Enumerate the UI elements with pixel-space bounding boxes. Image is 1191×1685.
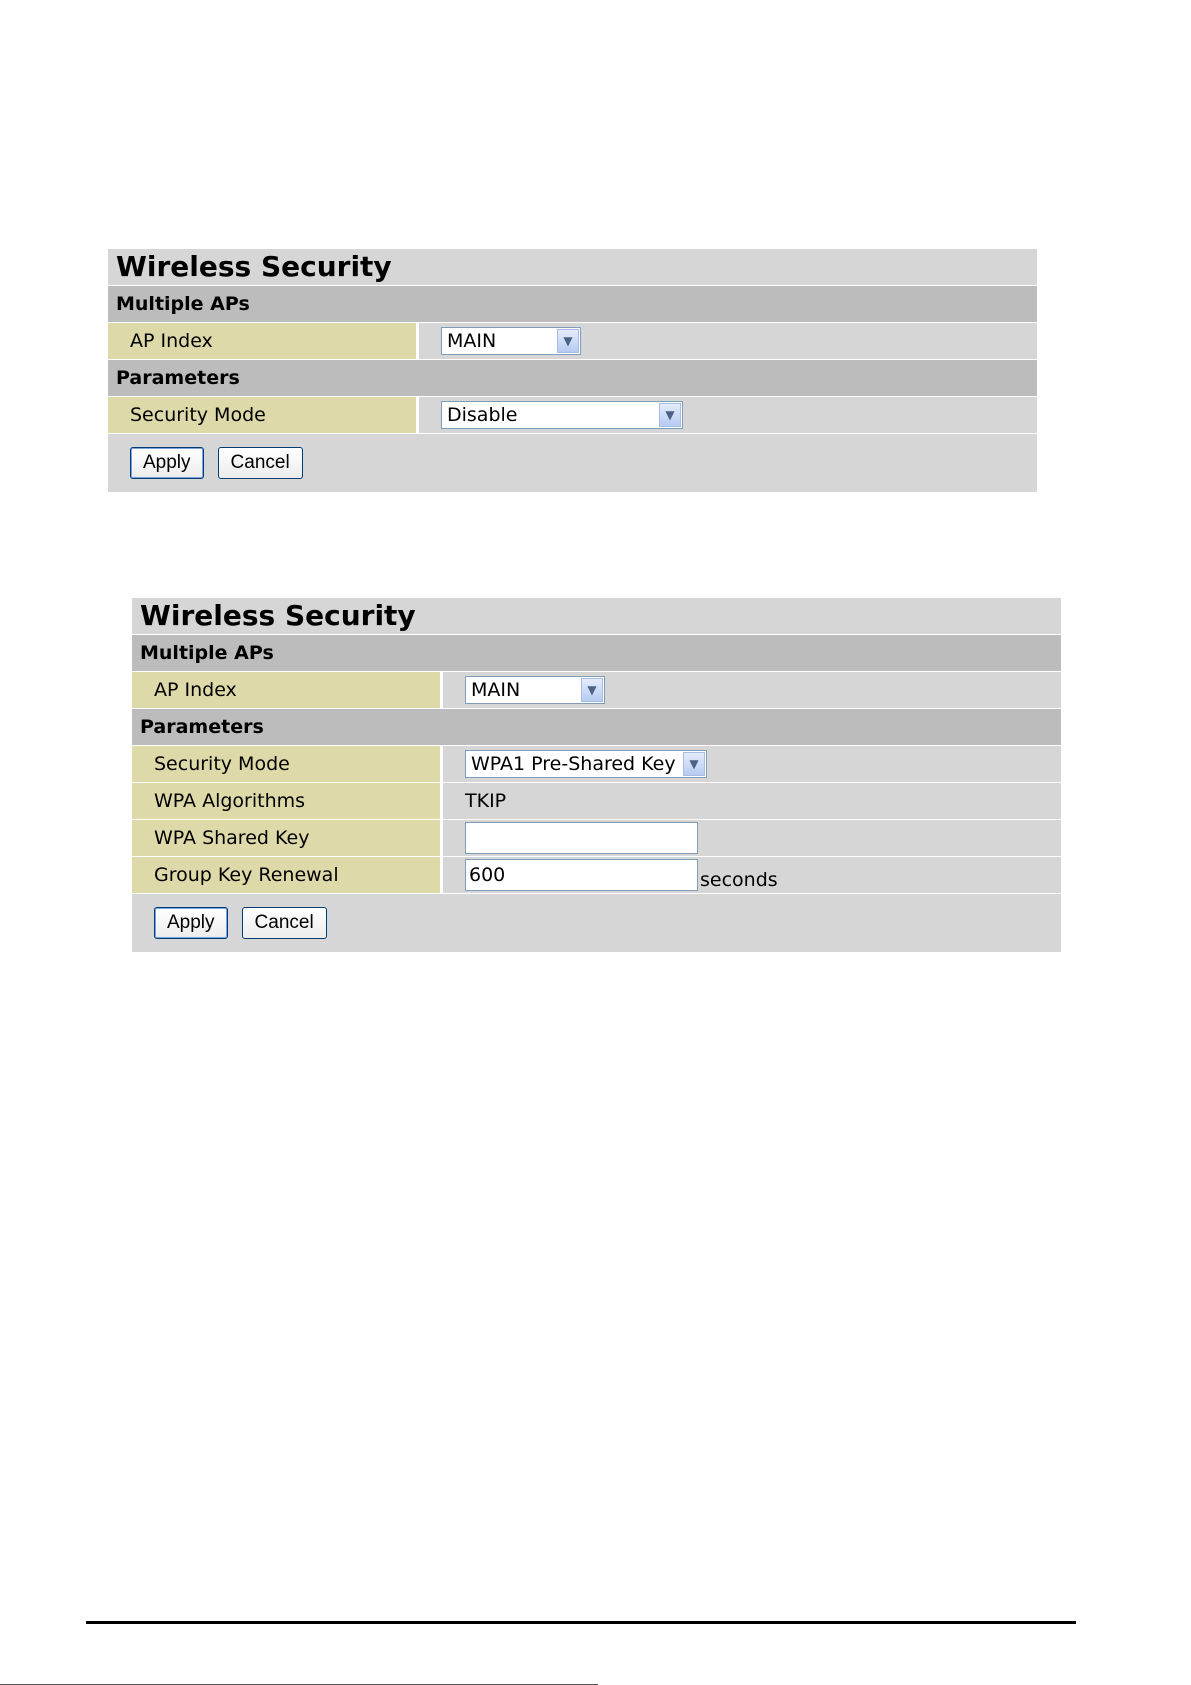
group-key-renewal-input[interactable]: 600 <box>465 859 698 891</box>
security-mode-selected-value: WPA1 Pre-Shared Key <box>471 753 676 775</box>
footer-divider <box>86 1621 1076 1624</box>
section-parameters: Parameters <box>132 709 1061 746</box>
group-key-renewal-unit: seconds <box>700 869 778 891</box>
section-parameters: Parameters <box>108 360 1037 397</box>
chevron-down-icon[interactable]: ▼ <box>581 678 603 702</box>
chevron-down-icon[interactable]: ▼ <box>659 403 681 427</box>
row-group-key-renewal <box>132 857 1061 894</box>
ap-index-cell <box>419 323 1037 359</box>
ap-index-select[interactable] <box>441 327 581 355</box>
section-multiple-aps: Multiple APs <box>108 286 1037 323</box>
row-wpa-algorithms <box>132 783 1061 820</box>
ap-index-select[interactable] <box>465 676 605 704</box>
panel-title: Wireless Security <box>108 249 1037 286</box>
ap-index-selected-value: MAIN <box>471 679 521 701</box>
security-mode-cell <box>419 397 1037 433</box>
button-row <box>108 434 1037 492</box>
apply-button[interactable]: Apply <box>130 447 204 479</box>
row-wpa-shared-key <box>132 820 1061 857</box>
security-mode-select[interactable] <box>465 750 707 778</box>
row-ap-index <box>108 323 1037 360</box>
ap-index-label: AP Index <box>108 323 419 359</box>
security-mode-select[interactable] <box>441 401 683 429</box>
row-security-mode <box>132 746 1061 783</box>
wpa-algorithms-value: TKIP <box>443 783 1061 819</box>
cancel-button[interactable]: Cancel <box>218 447 303 479</box>
apply-button[interactable]: Apply <box>154 907 228 939</box>
wpa-algorithms-label: WPA Algorithms <box>132 783 443 819</box>
panel-title: Wireless Security <box>132 598 1061 635</box>
group-key-renewal-cell <box>443 857 1061 893</box>
group-key-renewal-label: Group Key Renewal <box>132 857 443 893</box>
wpa-shared-key-label: WPA Shared Key <box>132 820 443 856</box>
security-mode-label: Security Mode <box>108 397 419 433</box>
ap-index-selected-value: MAIN <box>447 330 497 352</box>
cancel-button[interactable]: Cancel <box>242 907 327 939</box>
wpa-shared-key-input[interactable] <box>465 822 698 854</box>
row-security-mode <box>108 397 1037 434</box>
section-multiple-aps: Multiple APs <box>132 635 1061 672</box>
wpa-shared-key-cell <box>443 820 1061 856</box>
security-mode-selected-value: Disable <box>447 404 518 426</box>
chevron-down-icon[interactable]: ▼ <box>557 329 579 353</box>
wireless-security-panel-disabled <box>108 249 1037 492</box>
ap-index-label: AP Index <box>132 672 443 708</box>
row-ap-index <box>132 672 1061 709</box>
security-mode-label: Security Mode <box>132 746 443 782</box>
wireless-security-panel-wpa <box>132 598 1061 952</box>
button-row <box>132 894 1061 952</box>
security-mode-cell <box>443 746 1061 782</box>
chevron-down-icon[interactable]: ▼ <box>683 752 705 776</box>
ap-index-cell <box>443 672 1061 708</box>
